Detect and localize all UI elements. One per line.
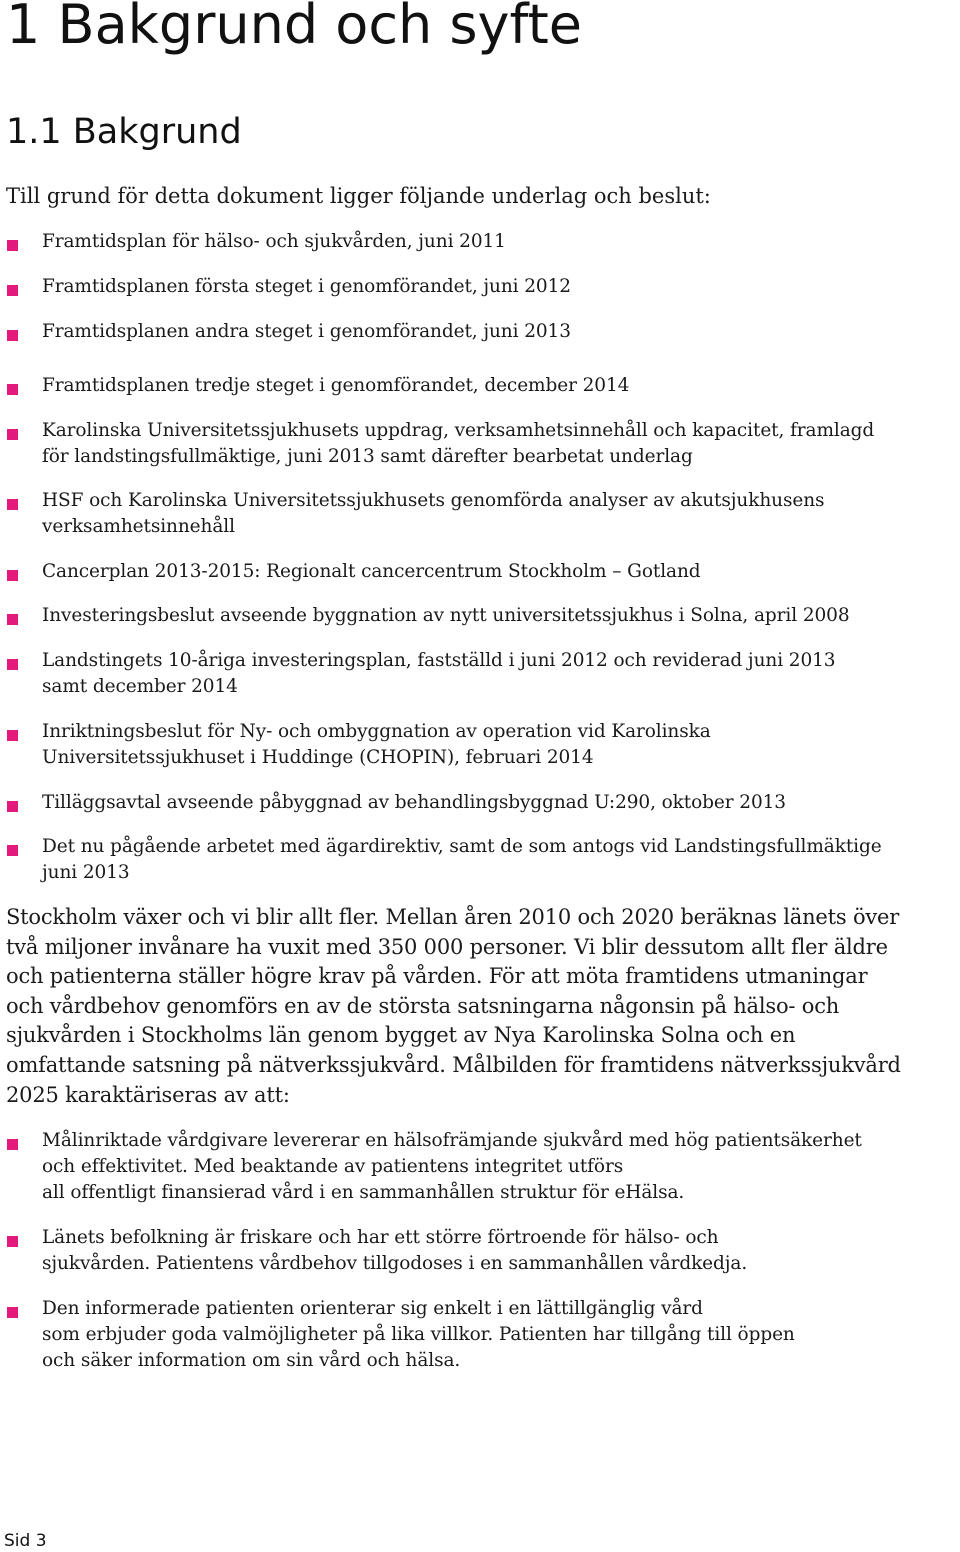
bullet-square-icon [7, 1236, 18, 1247]
bullet-square-icon [7, 240, 18, 251]
document-page: 1 Bakgrund och syfte 1.1 Bakgrund Till grund för detta dokument ligger följande underlag och beslut: Framtidsplan för hälso- och sjukvården, juni 2011 Framtidsplanen första steget i genomförandet, juni 2012 Framtidsplanen andra steget i genomförandet, juni 2013 Framtidsplanen tredje steget i genomförandet, december 2014 Karolinska Universitetssjukhusets uppdrag, verksamhetsinnehåll och kapacitet, framlagd för landstingsfullmäktige, juni 2013 samt därefter bearbetat underlag HSF och Karolinska Universitetssjukhusets genomförda analyser av akutsjukhusens verksamhetsinnehåll Cancerplan 2013-2015: Regionalt cancercentrum Stockholm – Gotland Investeringsbeslut avseende byggnation av nytt universitetssjukhus i Solna, april 2008 Landstingets 10-åriga investeringsplan, fastställd i juni 2012 och reviderad juni 2013 samt december 2014 Inriktningsbeslut för Ny- och ombyggnation av operation vid Karolinska Universitetssjukhuset i Huddinge (CHOPIN), februari 2014 Tilläggsavtal avseende påbyggnad av behandlingsbyggnad U:290, oktober 2013 Det nu pågående arbetet med ägardirektiv, samt de som antogs vid Landstingsfullmäktige juni 2013 Stockholm växer och vi blir allt fler. Mellan åren 2010 och 2020 beräknas länets över två miljoner invånare ha vuxit med 350 000 personer. Vi blir dessutom allt fler äldre och patienterna ställer högre krav på vården. För att möta framtidens utmaningar och vårdbehov genomförs en av de största satsningarna någonsin på hälso- och sjukvården i Stockholms län genom bygget av Nya Karolinska Solna och en omfattande satsning på nätverkssjukvård. Målbilden för framtidens nätverkssjukvård 2025 karaktäriseras av att: Målinriktade vårdgivare levererar en hälsofrämjande sjukvård med hög patientsäkerhet och effektivitet. Med beaktande av patientens integritet utförs all offentligt finansierad vård i en sammanhållen struktur för eHälsa. Länets befolkning är friskare och har ett större förtroende för hälso- och sjukvården. Patientens vårdbehov tillgodoses i en sammanhållen vårdkedja. Den informerade patienten orienterar sig enkelt i en lättillgänglig vård som erbjuder goda valmöjligheter på lika villkor. Patienten har tillgång till öppen och säker information om sin vård och hälsa. Sid 3 [0, 0, 960, 1551]
bullet-square-icon [7, 1307, 18, 1318]
bullet-square-icon [7, 845, 18, 856]
bullet-square-icon [7, 330, 18, 341]
chapter-heading: 1 Bakgrund och syfte [6, 0, 582, 56]
body-paragraph: Stockholm växer och vi blir allt fler. Mellan åren 2010 och 2020 beräknas länets över två miljoner invånare ha vuxit med 350 000 personer. Vi blir dessutom allt fler äldre och patienterna ställer högre krav på vården. För att möta framtidens utmaningar och vårdbehov genomförs en av de största satsningarna någonsin på hälso- och sjukvården i Stockholms län genom bygget av Nya Karolinska Solna och en omfattande satsning på nätverkssjukvård. Målbilden för framtidens nätverkssjukvård 2025 karaktäriseras av att: [6, 905, 901, 1107]
bullet-square-icon [7, 384, 18, 395]
bullet-square-icon [7, 614, 18, 625]
bullet-square-icon [7, 730, 18, 741]
bullet-square-icon [7, 659, 18, 670]
intro-text: Till grund för detta dokument ligger följande underlag och beslut: [6, 184, 711, 208]
page-number: Sid 3 [4, 1531, 47, 1551]
bullet-square-icon [7, 801, 18, 812]
bullet-square-icon [7, 285, 18, 296]
bullet-square-icon [7, 429, 18, 440]
bullet-square-icon [7, 499, 18, 510]
bullet-square-icon [7, 570, 18, 581]
bullet-square-icon [7, 1139, 18, 1150]
section-heading: 1.1 Bakgrund [6, 112, 242, 152]
